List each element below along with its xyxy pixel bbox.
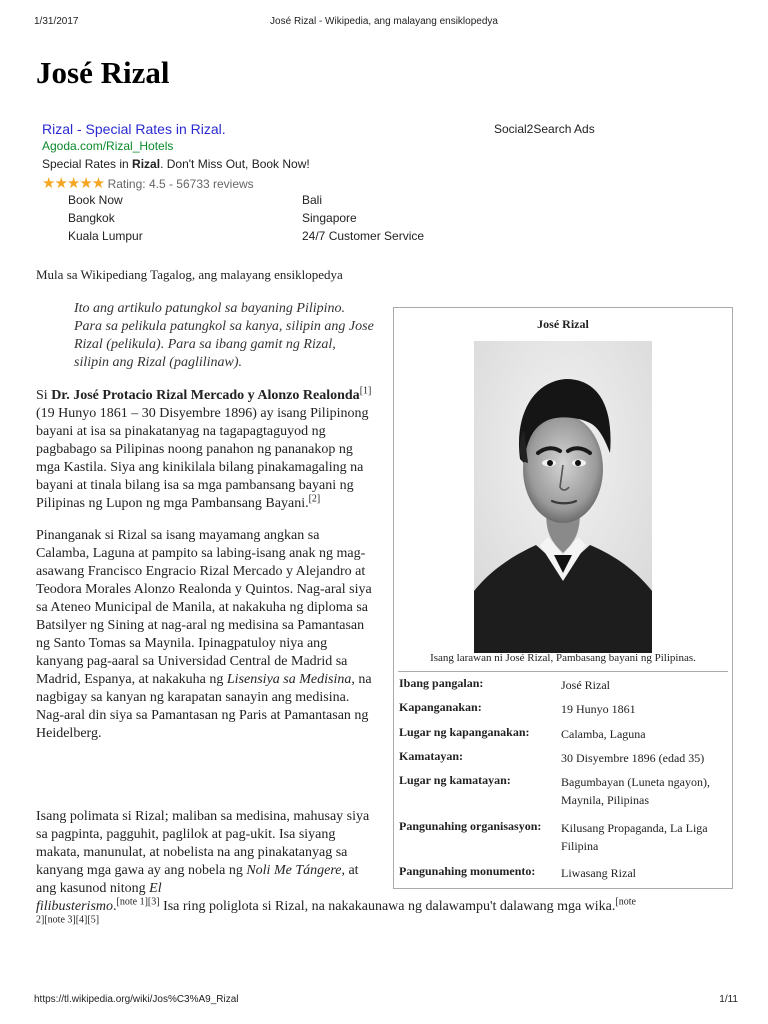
- ad-block: [42, 121, 732, 251]
- article-title: José Rizal: [36, 55, 170, 90]
- novel-fili-link-b[interactable]: filibusterismo: [36, 899, 114, 914]
- print-title: José Rizal - Wikipedia, ang malayang ensiklopedya: [270, 16, 498, 27]
- ad-link-customer-service[interactable]: 24/7 Customer Service: [302, 229, 425, 243]
- para3-text2: , at ang kasunod nitong: [36, 863, 359, 896]
- ad-link-bangkok[interactable]: Bangkok: [68, 211, 115, 225]
- ad-network-label[interactable]: Social2Search Ads: [494, 122, 595, 136]
- para2-italic: Lisensiya sa Medisina: [226, 672, 352, 687]
- infobox-label: Pangunahing monumento:: [399, 864, 536, 878]
- ad-link-book-now[interactable]: Book Now: [68, 193, 123, 207]
- paragraph-intro: [36, 387, 372, 513]
- infobox-value[interactable]: 30 Disyembre 1896 (edad 35): [561, 751, 705, 765]
- infobox-divider: [398, 671, 728, 672]
- ad-desc-pre: Special Rates in: [42, 157, 133, 171]
- infobox-label: Lugar ng kamatayan:: [399, 773, 511, 787]
- infobox-title: José Rizal: [537, 317, 589, 331]
- subject-full-name: Dr. José Protacio Rizal Mercado y Alonzo Realonda: [51, 388, 360, 403]
- ad-desc-post: . Don't Miss Out, Book Now!: [160, 157, 310, 171]
- infobox-label: Kapanganakan:: [399, 700, 482, 714]
- infobox-value[interactable]: Liwasang Rizal: [561, 866, 636, 880]
- novel-noli-link[interactable]: Noli Me Tángere: [246, 863, 342, 878]
- para1-pre: Si: [36, 388, 52, 403]
- infobox-value: José Rizal: [561, 678, 610, 692]
- infobox-label: Pangunahing organisasyon:: [399, 819, 542, 833]
- ad-headline-link[interactable]: Rizal - Special Rates in Rizal.: [42, 121, 226, 137]
- polymath-narrow: [36, 808, 372, 898]
- print-footer: [0, 994, 768, 1008]
- paragraph-early-life: [36, 527, 372, 743]
- ad-rating: [42, 174, 254, 192]
- print-date: 1/31/2017: [34, 16, 79, 27]
- ad-rating-text: Rating: 4.5 - 56733 reviews: [107, 177, 254, 191]
- ad-link-bali[interactable]: Bali: [302, 193, 323, 207]
- print-header: [0, 16, 768, 30]
- reference-link[interactable]: [1]: [359, 385, 372, 397]
- article-body: [36, 387, 372, 757]
- infobox-caption: Isang larawan ni José Rizal, Pambasang bayani ng Pilipinas.: [430, 652, 696, 664]
- infobox-label: Lugar ng kapanganakan:: [399, 725, 530, 739]
- source-line: Mula sa Wikipediang Tagalog, ang malayang ensiklopedya: [36, 267, 343, 282]
- ad-link-kuala-lumpur[interactable]: Kuala Lumpur: [68, 229, 143, 243]
- infobox-value[interactable]: 19 Hunyo 1861: [561, 702, 636, 716]
- infobox-value[interactable]: Kilusang Propaganda, La Liga Filipina: [561, 821, 708, 853]
- para2-text1: Pinanganak si Rizal sa isang mayamang angkan sa Calamba, Laguna at pampito sa labing-isang anak ng mag-asawang Francisco Engracio Rizal Mercado y Alejandro at Teodora Morales Alonzo Realonda y Quintos. Nag-aral siya sa Ateneo Municipal de Manila, at nakakuha ng diploma sa Batsilyer ng Sining at nag-aral ng medisina sa Pamantasan ng Santo Tomas sa Maynila. Ipinagpatuloy niya ang kanyang pag-aaral sa Universidad Central de Madrid sa Madrid, Espanya, at nakakuha ng: [36, 528, 372, 687]
- infobox-label: Kamatayan:: [399, 749, 463, 763]
- star-rating-icon: ★★★★★: [42, 175, 105, 192]
- infobox-label: Ibang pangalan:: [399, 676, 484, 690]
- novel-fili-link-a[interactable]: El: [149, 881, 162, 896]
- infobox-value[interactable]: Bagumbayan (Luneta ngayon), Maynila, Pilipinas: [561, 775, 710, 807]
- infobox-value[interactable]: Calamba, Laguna: [561, 727, 646, 741]
- para3-text3: .: [113, 899, 117, 914]
- para1-text: (19 Hunyo 1861 – 30 Disyembre 1896) ay isang Pilipinong bayani at isa sa pinakatanyag na tagapagtaguyod ng pagbabago sa Pilipinas noong panahon ng pananakop ng mga Kastila. Siya ang kinikilala bilang pinakamagaling na bayani at tinala bilang isa sa mga pambansang bayani ng Pilipinas ng Lupon ng mga Pambansang Bayani.: [36, 406, 369, 511]
- ad-desc-bold: Rizal: [132, 157, 161, 171]
- reference-link[interactable]: [2]: [308, 493, 321, 505]
- print-page-number: 1/11: [719, 994, 738, 1005]
- polymath-wide: [36, 898, 636, 934]
- reference-link[interactable]: [note 2][note 3][4][5]: [36, 896, 636, 926]
- para2-text2: , na nagbigay sa kanyan ng karapatan sanayin ang medisina. Nag-aral din siya sa Pamantasan ng Paris at Pamantasan ng Heidelberg.: [36, 672, 372, 741]
- para3-text1: Isang polimata si Rizal; maliban sa medisina, mahusay siya sa pagpinta, pagguhit, paglilok at pag-ukit. Isa siyang makata, manunulat, at nobelista na ang pinakatanyag sa kanyang mga gawa ay ang nobela ng: [36, 809, 370, 878]
- infobox: [393, 307, 733, 889]
- hatnote: Ito ang artikulo patungkol sa bayaning Pilipino. Para sa pelikula patungkol sa kanya, silipin ang Jose Rizal (pelikula). Para sa ibang gamit ng Rizal, silipin ang Rizal (paglilinaw).: [74, 301, 374, 370]
- ad-display-url[interactable]: Agoda.com/Rizal_Hotels: [42, 139, 174, 153]
- print-url: https://tl.wikipedia.org/wiki/Jos%C3%A9_Rizal: [34, 994, 239, 1005]
- ad-description: [42, 157, 310, 171]
- para3-text4: Isa ring poliglota si Rizal, na nakakaunawa ng dalawampu't dalawang mga wika.: [159, 899, 616, 914]
- reference-link[interactable]: [note 1][3]: [116, 896, 160, 908]
- ad-link-singapore[interactable]: Singapore: [302, 211, 357, 225]
- portrait-photo-icon[interactable]: [474, 341, 652, 653]
